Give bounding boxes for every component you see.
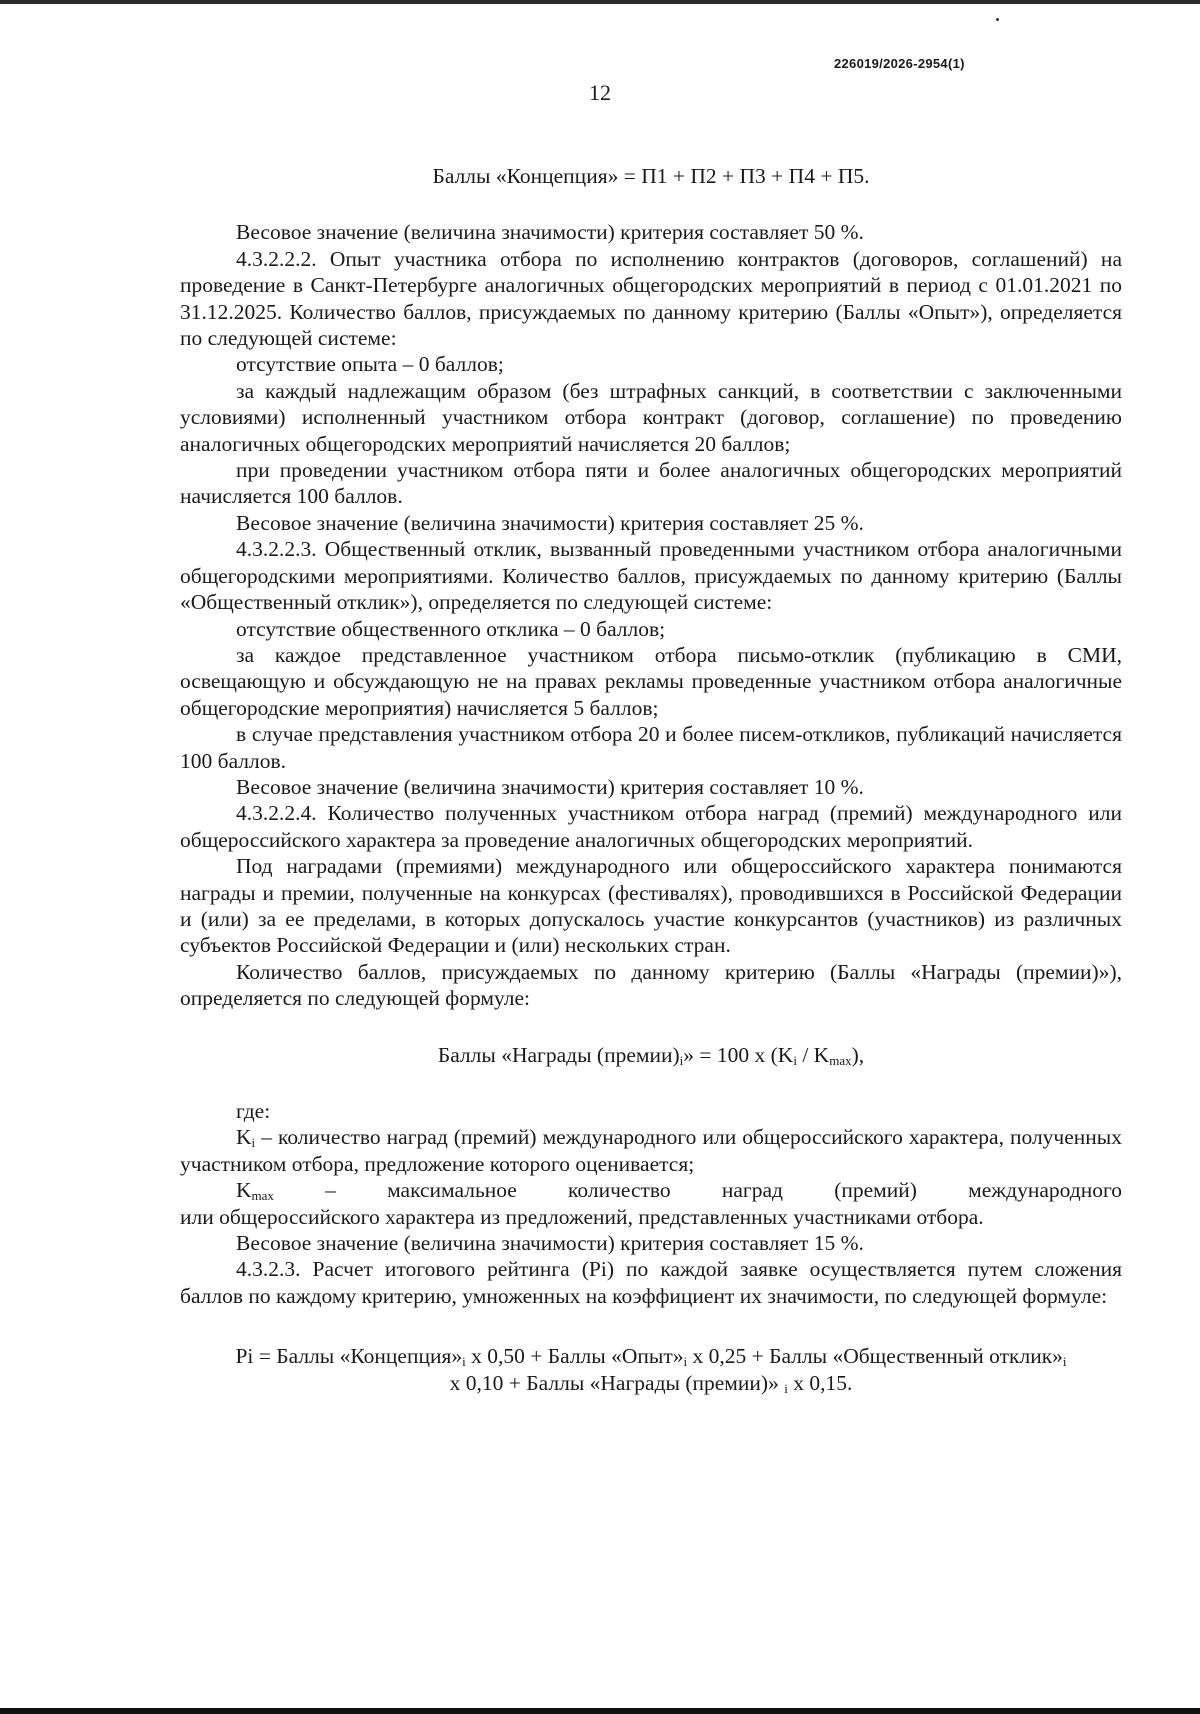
kmax-definition-rest: или общероссийского характера из предложений, представленных участниками отбора. (180, 1204, 984, 1229)
kmax-definition-line: $K_{max}$ – максимальное количество наград (премий) международного (236, 1178, 1122, 1204)
document-body (180, 163, 1122, 1396)
weight-concept: Весовое значение (величина значимости) критерия составляет 50 %. (236, 220, 864, 245)
experience-five: при проведении участником отбора пяти и более аналогичных общегородских мероприятий начисляется 100 баллов. (180, 458, 1122, 509)
scan-bottom-border (0, 1708, 1200, 1714)
rating-intro: 4.3.2.3. Расчет итогового рейтинга (Pi) по каждой заявке осуществляется путем сложения баллов по каждому критерию, умноженных на коэффициент их значимости, по следующей формуле: (180, 1257, 1122, 1308)
weight-response: Весовое значение (величина значимости) критерия составляет 10 %. (236, 774, 864, 799)
scan-top-border (0, 0, 1200, 4)
response-twenty: в случае представления участником отбора 20 и более писем-откликов, публикаций начисляется 100 баллов. (180, 722, 1122, 773)
response-each: за каждое представленное участником отбора письмо-отклик (публикацию в СМИ, освещающую и обсуждающую не на правах рекламы проведенные участником отбора аналогичные общегородские мероприятия) начисляется 5 баллов; (180, 642, 1122, 720)
concept-formula: Баллы «Концепция» = П1 + П2 + П3 + П4 + П5. (432, 164, 870, 188)
weight-awards: Весовое значение (величина значимости) критерия составляет 15 %. (236, 1231, 864, 1256)
experience-each: за каждый надлежащим образом (без штрафных санкций, в соответствии с заключенными условиями) исполненный участником отбора контракт (договор, соглашение) по проведению аналогичных общегородских мероприятий начисляется 20 баллов; (180, 378, 1122, 456)
awards-intro: 4.3.2.2.4. Количество полученных участником отбора наград (премий) международного или общероссийского характера за проведение аналогичных общегородских мероприятий. (180, 801, 1122, 852)
rating-formula: Pi = Баллы «$Концепция»_i$ x 0,50 + Баллы «$Опыт»_i$ x 0,25 + Баллы «Общественный $отклик»_i$ x 0,10 + Баллы «Награды (премии)» $_i$ x 0,15. (235, 1344, 1067, 1396)
page-number: 12 (589, 80, 611, 105)
where-label: где: (236, 1099, 271, 1123)
document-id: 226019/2026-2954(1) (834, 56, 965, 71)
scan-speck (996, 18, 999, 21)
response-none: отсутствие общественного отклика – 0 баллов; (236, 616, 666, 641)
experience-none: отсутствие опыта – 0 баллов; (236, 352, 504, 377)
response-intro: 4.3.2.2.3. Общественный отклик, вызванный проведенными участником отбора аналогичными общегородскими мероприятиями. Количество баллов, присуждаемых по данному критерию (Баллы «Общественный отклик»), определяется по следующей системе: (180, 537, 1122, 615)
awards-formula: Баллы «Награды $(премии)_i$» = 100 x $(K_i / K_{max})$, (437, 1042, 865, 1068)
awards-method: Количество баллов, присуждаемых по данному критерию (Баллы «Награды (премии)»), определяется по следующей формуле: (180, 959, 1122, 1011)
ki-definition: $K_i$ – количество наград (премий) международного или общероссийского характера, полученных участником отбора, предложение которого оценивается; (180, 1125, 1122, 1176)
awards-definition: Под наградами (премиями) международного или общероссийского характера понимаются награды и премии, полученные на конкурсах (фестивалях), проводившихся в Российской Федерации и (или) за ее пределами, в которых допускалось участие конкурсантов (участников) из различных субъектов Российской Федерации и (или) нескольких стран. (180, 854, 1122, 958)
weight-experience: Весовое значение (величина значимости) критерия составляет 25 %. (236, 510, 864, 535)
experience-intro: 4.3.2.2.2. Опыт участника отбора по исполнению контрактов (договоров, соглашений) на проведение в Санкт-Петербурге аналогичных общегородских мероприятий в период с 01.01.2021 по 31.12.2025. Количество баллов, присуждаемых по данному критерию (Баллы «Опыт»), определяется по следующей системе: (180, 246, 1122, 351)
